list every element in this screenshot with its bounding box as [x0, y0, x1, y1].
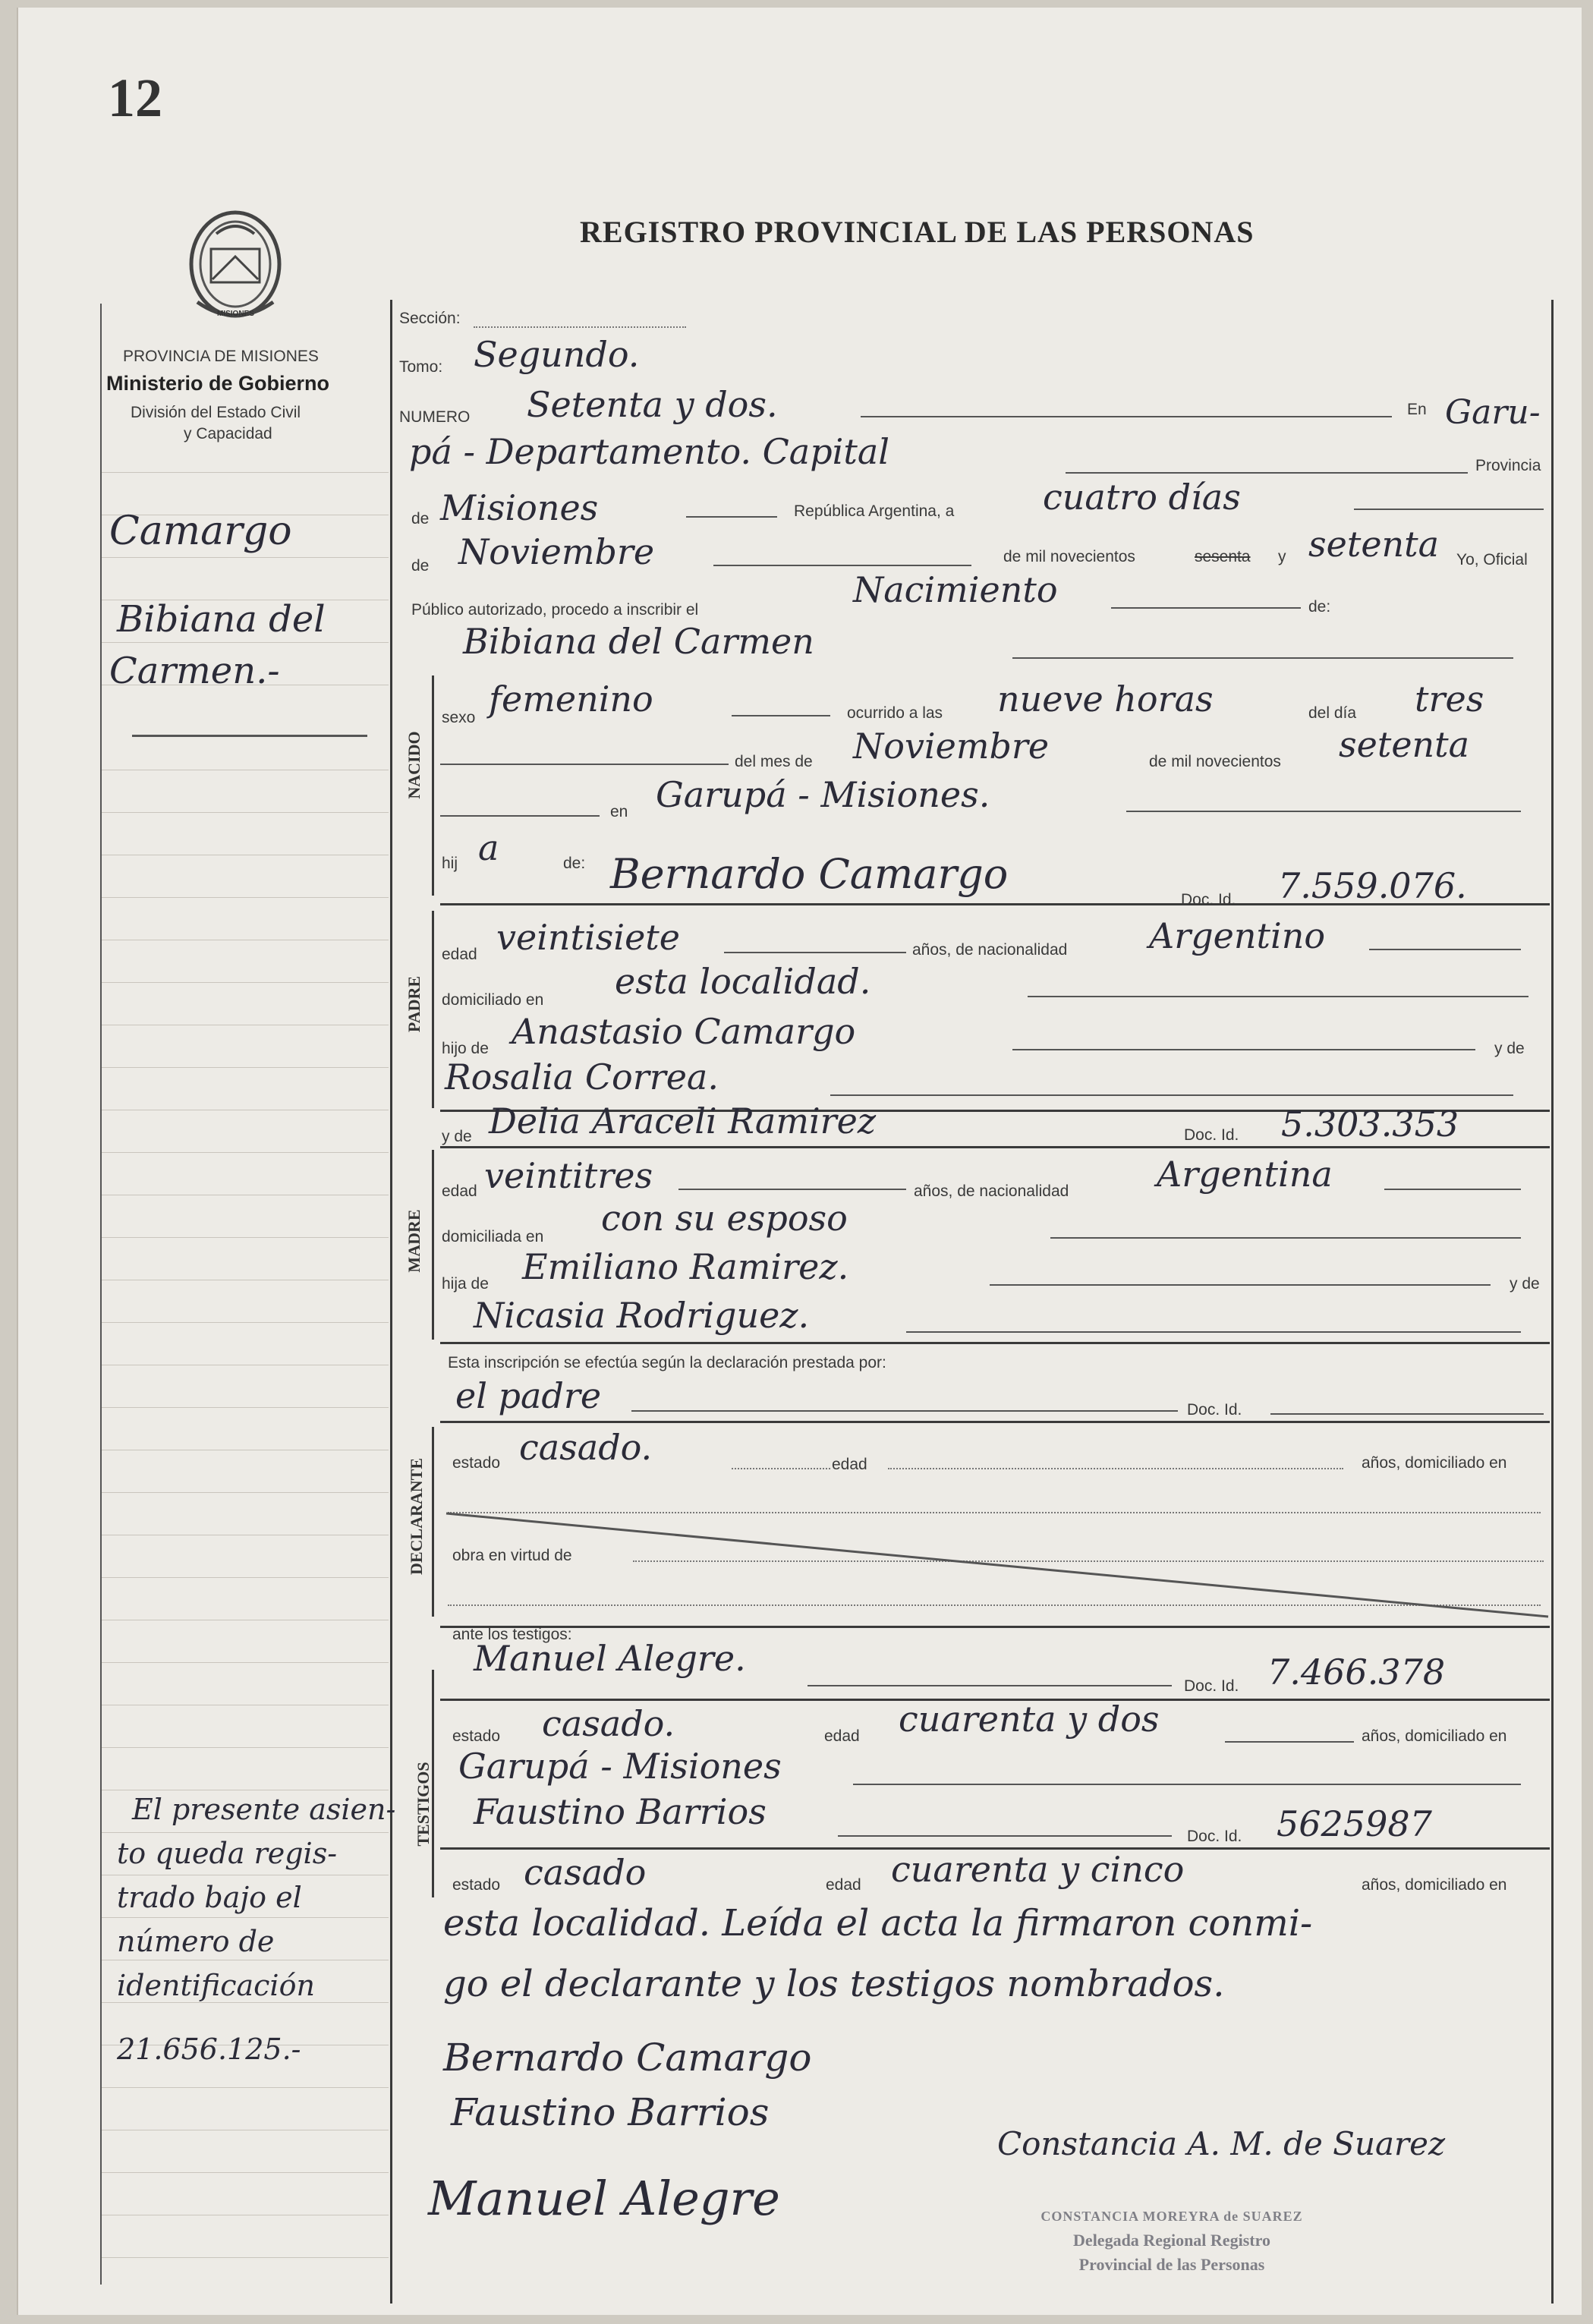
label-del-mes: del mes de — [735, 753, 813, 770]
label-numero: NUMERO — [399, 408, 471, 426]
label-inscripcion: Esta inscripción se efectúa según la declaración prestada por: — [448, 1354, 886, 1371]
issuer-province: PROVINCIA DE MISIONES — [123, 348, 319, 365]
label-seccion: Sección: — [399, 310, 461, 327]
label-estado-declarante: estado — [452, 1454, 501, 1472]
padre-y-de: Rosalia Correa. — [445, 1057, 719, 1097]
label-edad-t1: edad — [824, 1727, 860, 1745]
label-anos-nac-padre: años, de nacionalidad — [912, 941, 1068, 959]
sexo-value: femenino — [489, 679, 653, 720]
padre-nacionalidad: Argentino — [1149, 915, 1326, 956]
margin-given-1: Bibiana del — [117, 598, 326, 641]
numero-value: Setenta y dos. — [527, 384, 778, 425]
section-madre: MADRE — [405, 1209, 423, 1273]
testigo1-nombre: Manuel Alegre. — [474, 1638, 746, 1679]
mes-value: Noviembre — [458, 531, 655, 572]
declarante-por: el padre — [455, 1375, 602, 1416]
label-estado-t2: estado — [452, 1876, 501, 1894]
hij-suffix: a — [478, 827, 499, 868]
label-edad-t2: edad — [826, 1876, 861, 1894]
margin-note-line-1: El presente asien- — [132, 1793, 396, 1826]
label-obra: obra en virtud de — [452, 1547, 572, 1564]
label-doc-madre: Doc. Id. — [1184, 1126, 1239, 1144]
label-de-mil: de mil novecientos — [1003, 548, 1135, 565]
testigo1-edad: cuarenta y dos — [899, 1699, 1160, 1740]
label-ocurrido: ocurrido a las — [847, 704, 943, 722]
tomo-value: Segundo. — [474, 334, 640, 375]
label-estado-t1: estado — [452, 1727, 501, 1745]
cancel-stroke — [443, 1510, 1551, 1624]
label-sesenta: sesenta — [1195, 548, 1251, 565]
label-de-1: de — [411, 510, 430, 527]
label-doc-padre: Doc. Id. — [1181, 891, 1236, 909]
margin-given-2: Carmen.- — [109, 650, 280, 692]
label-edad-padre: edad — [442, 946, 477, 963]
padre-domicilio: esta localidad. — [615, 961, 871, 1002]
label-edad-madre: edad — [442, 1182, 477, 1200]
dia-nacido: tres — [1415, 679, 1484, 720]
anio-nacido: setenta — [1339, 724, 1470, 765]
anio-value: setenta — [1308, 524, 1440, 565]
margin-note-line-3: trado bajo el — [117, 1881, 302, 1914]
testigo1-doc: 7.466.378 — [1267, 1652, 1446, 1693]
label-domiciliado-padre: domiciliado en — [442, 991, 544, 1009]
stamp-line-3: Provincial de las Personas — [1078, 2255, 1265, 2274]
label-del-dia: del día — [1308, 704, 1357, 722]
label-doc-declarante: Doc. Id. — [1187, 1401, 1242, 1419]
padre-doc: 7.559.076. — [1278, 865, 1467, 906]
section-testigos: TESTIGOS — [414, 1762, 433, 1847]
shield-emblem-icon — [182, 203, 288, 332]
madre-domicilio: con su esposo — [601, 1198, 848, 1239]
lugar-value: Garupá - Misiones. — [656, 774, 990, 815]
closing-line-2: go el declarante y los testigos nombrados. — [443, 1963, 1225, 2005]
label-de-colon-2: de: — [563, 855, 586, 872]
declarante-estado: casado. — [519, 1427, 653, 1468]
section-declarante: DECLARANTE — [407, 1457, 426, 1576]
section-nacido: NACIDO — [405, 731, 423, 799]
testigo1-domicilio: Garupá - Misiones — [458, 1746, 782, 1787]
signature-testigo-1: Manuel Alegre — [428, 2171, 780, 2226]
padre-edad: veintisiete — [496, 917, 680, 958]
label-y-de-padre: y de — [1494, 1040, 1525, 1057]
document-title: REGISTRO PROVINCIAL DE LAS PERSONAS — [580, 215, 1255, 249]
emblem-text: MISIONES — [217, 310, 254, 318]
margin-surname: Camargo — [109, 509, 292, 554]
padre-hijo-de: Anastasio Camargo — [512, 1011, 856, 1052]
label-hijo-de: hijo de — [442, 1040, 489, 1057]
label-anos-domiciliado-t2: años, domiciliado en — [1362, 1876, 1507, 1894]
register-page — [17, 8, 1582, 2315]
madre-nombre: Delia Araceli Ramirez — [489, 1101, 877, 1142]
label-hija-de: hija de — [442, 1275, 489, 1293]
label-doc-t1: Doc. Id. — [1184, 1677, 1239, 1695]
label-republica: República Argentina, a — [794, 502, 955, 520]
nacido-nombre: Bibiana del Carmen — [463, 621, 814, 662]
signature-testigo-2: Faustino Barrios — [451, 2090, 770, 2134]
madre-edad: veintitres — [484, 1155, 653, 1196]
label-domiciliada: domiciliada en — [442, 1228, 544, 1245]
stamp-line-2: Delegada Regional Registro — [1073, 2231, 1270, 2250]
issuer-division-2: y Capacidad — [184, 425, 272, 442]
issuer-division-1: División del Estado Civil — [131, 404, 301, 421]
stamp-line-1: CONSTANCIA MOREYRA de SUAREZ — [1040, 2209, 1303, 2224]
testigo2-edad: cuarenta y cinco — [891, 1849, 1185, 1890]
label-de-mil-novecientos: de mil novecientos — [1149, 753, 1281, 770]
testigo2-nombre: Faustino Barrios — [474, 1791, 767, 1832]
madre-y-de: Nicasia Rodriguez. — [474, 1295, 810, 1336]
provincia-value: Misiones — [440, 487, 599, 528]
testigo2-estado: casado — [524, 1852, 647, 1893]
label-anos-domiciliado-declarante: años, domiciliado en — [1362, 1454, 1507, 1472]
madre-hija-de: Emiliano Ramirez. — [522, 1246, 849, 1287]
label-anos-domiciliado-t1: años, domiciliado en — [1362, 1727, 1507, 1745]
acta-value: Nacimiento — [853, 569, 1058, 610]
label-yo-oficial: Yo, Oficial — [1456, 551, 1528, 568]
label-tomo: Tomo: — [399, 358, 443, 376]
label-publico: Público autorizado, procedo a inscribir el — [411, 601, 699, 619]
issuer-ministry: Ministerio de Gobierno — [106, 372, 330, 395]
label-ante-testigos: ante los testigos: — [452, 1626, 572, 1643]
en-place-2: pá - Departamento. Capital — [409, 431, 890, 472]
label-doc-t2: Doc. Id. — [1187, 1828, 1242, 1845]
label-y-de-madre-2: y de — [1510, 1275, 1540, 1293]
margin-note-line-5: identificación — [117, 1969, 315, 2002]
label-en-lower: en — [610, 803, 628, 820]
official-stamp — [959, 2209, 1384, 2275]
madre-nacionalidad: Argentina — [1157, 1154, 1333, 1195]
en-place-1: Garu- — [1445, 393, 1541, 432]
label-edad-declarante: edad — [832, 1456, 867, 1473]
page-number: 12 — [108, 68, 162, 128]
label-en: En — [1407, 401, 1427, 418]
label-y: y — [1278, 548, 1286, 565]
label-sexo: sexo — [442, 709, 476, 726]
label-de-colon: de: — [1308, 598, 1331, 616]
padre-nombre: Bernardo Camargo — [610, 850, 1009, 898]
margin-note-line-4: número de — [117, 1925, 275, 1958]
margin-note-line-2: to queda regis- — [117, 1837, 338, 1870]
closing-line-1: esta localidad. Leída el acta la firmaron conmi- — [443, 1902, 1313, 1945]
label-hij: hij — [442, 855, 458, 872]
label-de-2: de — [411, 557, 430, 575]
signature-oficial: Constancia A. M. de Suarez — [997, 2125, 1446, 2162]
hora-value: nueve horas — [997, 679, 1214, 720]
label-provincia: Provincia — [1475, 457, 1541, 474]
label-anos-nac-madre: años, de nacionalidad — [914, 1182, 1069, 1200]
mes-nacido: Noviembre — [853, 726, 1050, 767]
testigo1-estado: casado. — [542, 1703, 675, 1744]
margin-note-line-6: 21.656.125.- — [117, 2033, 301, 2066]
section-padre: PADRE — [405, 975, 423, 1033]
dia-value: cuatro días — [1043, 477, 1241, 518]
label-y-de-madre: y de — [442, 1128, 472, 1145]
madre-doc: 5.303.353 — [1281, 1104, 1459, 1145]
testigo2-doc: 5625987 — [1277, 1803, 1432, 1844]
signature-declarante: Bernardo Camargo — [443, 2036, 812, 2080]
